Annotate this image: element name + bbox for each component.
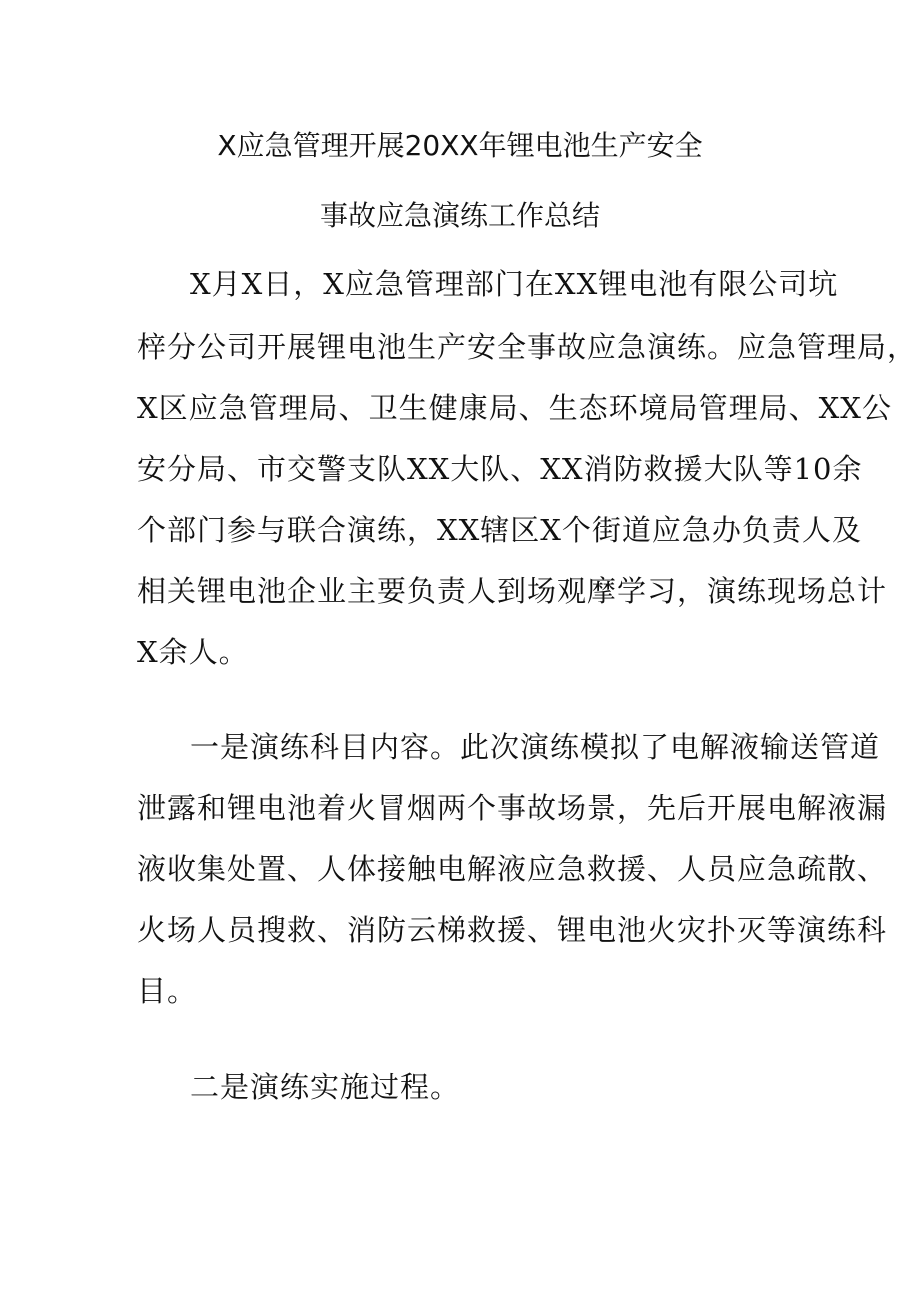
paragraph-1-line-2: 梓分公司开展锂电池生产安全事故应急演练。应急管理局，: [137, 330, 918, 364]
document-title-line-1: X应急管理开展20XX年锂电池生产安全: [217, 129, 703, 162]
paragraph-3-line-1: 二是演练实施过程。: [190, 1070, 461, 1104]
paragraph-1-line-1: X月X日，X应急管理部门在XX锂电池有限公司坑: [190, 267, 839, 301]
paragraph-2-line-2: 泄露和锂电池着火冒烟两个事故场景，先后开展电解液漏: [137, 791, 888, 825]
paragraph-1-line-4: 安分局、市交警支队XX大队、XX消防救援大队等10余: [137, 452, 863, 486]
paragraph-1-line-6: 相关锂电池企业主要负责人到场观摩学习，演练现场总计: [137, 574, 888, 608]
paragraph-1-line-3: X区应急管理局、卫生健康局、生态环境局管理局、XX公: [137, 391, 892, 425]
paragraph-2-line-3: 液收集处置、人体接触电解液应急救援、人员应急疏散、: [137, 852, 888, 886]
paragraph-2-line-4: 火场人员搜救、消防云梯救援、锂电池火灾扑灭等演练科: [137, 913, 888, 947]
paragraph-1-line-7: X余人。: [137, 635, 249, 669]
paragraph-1-line-5: 个部门参与联合演练，XX辖区X个街道应急办负责人及: [137, 513, 862, 547]
paragraph-2-line-5: 目。: [137, 974, 198, 1008]
paragraph-2-line-1: 一是演练科目内容。此次演练模拟了电解液输送管道: [190, 730, 881, 764]
document-title-line-2: 事故应急演练工作总结: [319, 199, 600, 232]
